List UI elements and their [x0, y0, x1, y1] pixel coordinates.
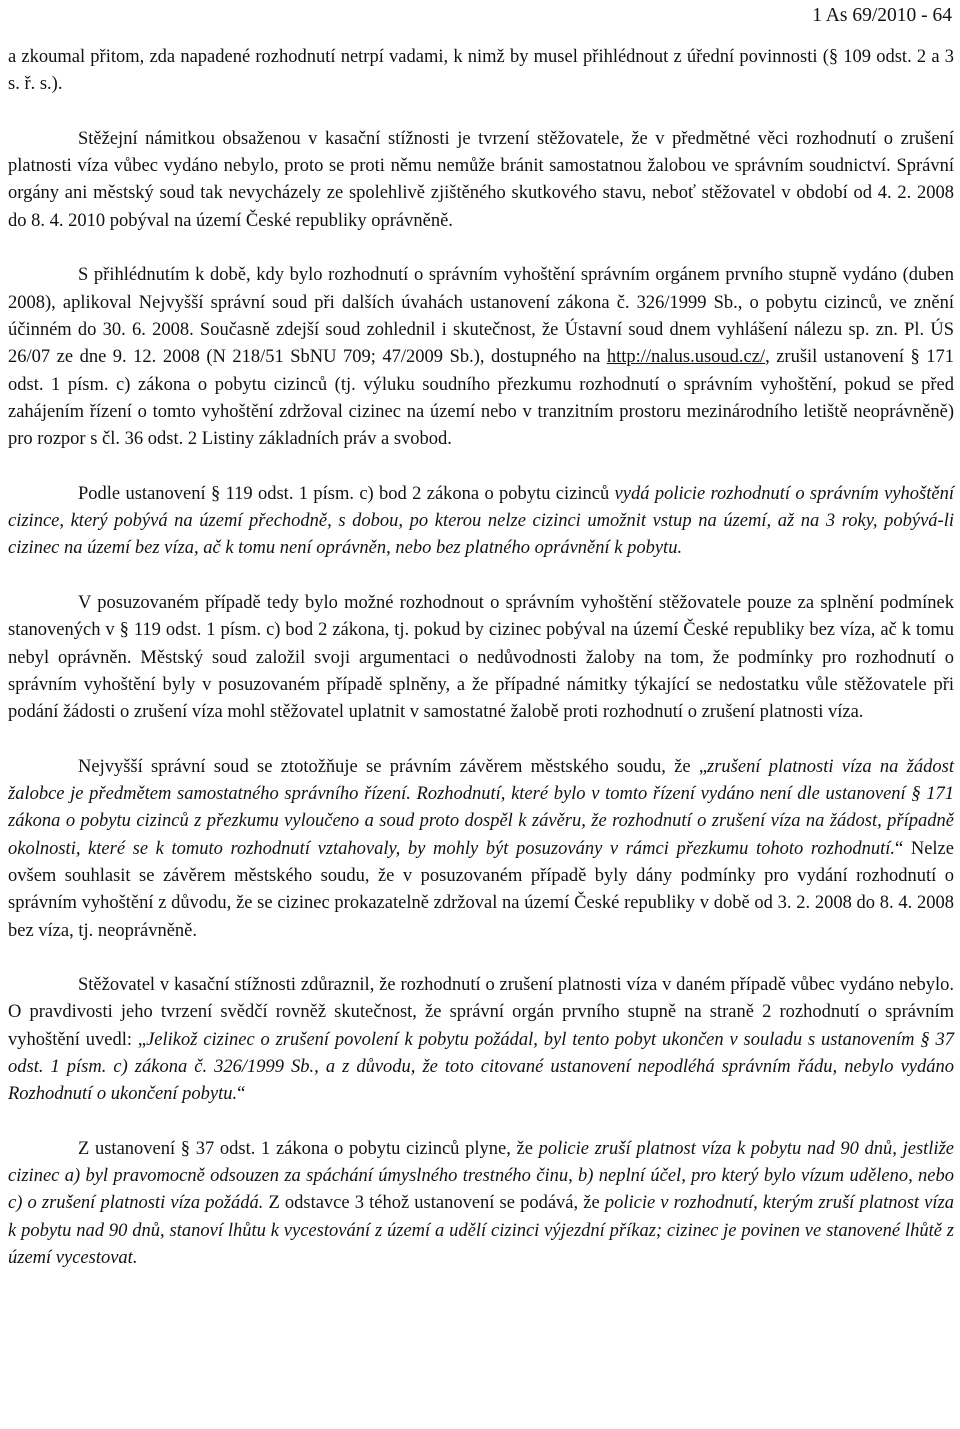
document-body	[8, 44, 954, 1272]
paragraph-2	[8, 262, 954, 453]
text-segment: Stěžejní námitkou obsaženou v kasační stížnosti je tvrzení stěžovatele, že v předmětné věci rozhodnutí o zrušení platnosti víza vůbec vydáno nebylo, proto se proti němu nemůže bránit samostatnou žalobou ve správním soudnictví. Správní orgány ani městský soud tak nevycházely ze spolehlivě zjištěného skutkového stavu, neboť stěžovatel v období od 4. 2. 2008 do 8. 4. 2010 pobýval na území České republiky oprávněně.	[8, 128, 954, 231]
text-segment: , zrušil ustanovení § 171 odst. 1 písm. c) zákona o pobytu cizinců (tj. výluku soudního přezkumu rozhodnutí o správním vyhoštění, pokud se před zahájením řízení o tomto vyhoštění zdržoval cizinec na území nebo v tranzitním prostoru mezinárodního letiště neoprávněně) pro rozpor s čl. 36 odst. 2 Listiny základních práv a svobod.	[8, 347, 954, 450]
paragraph-4	[8, 590, 954, 726]
document-page	[8, 0, 954, 1429]
text-segment: Podle ustanovení § 119 odst. 1 písm. c) bod 2 zákona o pobytu cizinců	[78, 483, 615, 504]
quoted-text: policie zruší platnost víza k pobytu nad 90 dnů, jestliže cizinec a) byl pravomocně odsouzen za spáchání úmyslného trestného činu, b) neplní účel, pro který bylo vízum uděleno, nebo c) o zrušení platnosti víza požádá.	[8, 1138, 954, 1214]
case-number: 1 As 69/2010 - 64	[812, 5, 952, 26]
text-segment: Stěžovatel v kasační stížnosti zdůraznil, že rozhodnutí o zrušení platnosti víza v daném případě vůbec vydáno nebylo. O pravdivosti jeho tvrzení svědčí rovněž skutečnost, že správní orgán prvního stupně na straně 2 rozhodnutí o správním vyhoštění uvedl: „	[8, 975, 954, 1050]
paragraph-6	[8, 972, 954, 1108]
quoted-text: Jelikož cizinec o zrušení povolení k pobytu požádal, byl tento pobyt ukončen v souladu s ustanovením § 37 odst. 1 písm. c) zákona č. 326/1999 Sb., a z důvodu, že toto citované ustanovení nepodléhá správním řádu, nebylo vydáno Rozhodnutí o ukončení pobytu.	[8, 1029, 954, 1105]
paragraph-7	[8, 1136, 954, 1272]
paragraph-0	[8, 44, 954, 99]
text-segment: S přihlédnutím k době, kdy bylo rozhodnutí o správním vyhoštění správním orgánem prvního stupně vydáno (duben 2008), aplikoval Nejvyšší správní soud při dalších úvahách ustanovení zákona č. 326/1999 Sb., o pobytu cizinců, ve znění účinném do 30. 6. 2008. Současně zdejší soud zohlednil i skutečnost, že Ústavní soud dnem vyhlášení nálezu sp. zn. Pl. ÚS 26/07 ze dne 9. 12. 2008 (N 218/51 SbNU 709; 47/2009 Sb.), dostupného na	[8, 265, 954, 368]
text-segment: “ Nelze ovšem souhlasit se závěrem městského soudu, že v posuzovaném případě byly dány podmínky pro vydání rozhodnutí o správním vyhoštění z důvodu, že se cizinec prokazatelně zdržoval na území České republiky v době od 3. 2. 2008 do 8. 4. 2008 bez víza, tj. neoprávněně.	[8, 838, 954, 941]
paragraph-1	[8, 126, 954, 235]
url-link[interactable]: http://nalus.usoud.cz/	[606, 347, 766, 368]
text-segment: “	[237, 1084, 246, 1105]
text-segment: a zkoumal přitom, zda napadené rozhodnutí netrpí vadami, k nimž by musel přihlédnout z úřední povinnosti (§ 109 odst. 2 a 3 s. ř. s.).	[8, 47, 954, 95]
quoted-text: zrušení platnosti víza na žádost žalobce je předmětem samostatného správního řízení. Rozhodnutí, které bylo v tomto řízení vydáno není dle ustanovení § 171 zákona o pobytu cizinců z přezkumu vyloučeno a soud proto dospěl k závěru, že rozhodnutí o zrušení víza na žádost, případně okolnosti, které se k tomuto rozhodnutí vztahovaly, by mohly být posuzovány v rámci přezkumu tohoto rozhodnutí.	[8, 756, 954, 859]
quoted-text: policie v rozhodnutí, kterým zruší platnost víza k pobytu nad 90 dnů, stanoví lhůtu k vycestování z území a udělí cizinci výjezdní příkaz; cizinec je povinen ve stanovené lhůtě z území vycestovat.	[8, 1193, 954, 1269]
paragraph-3	[8, 481, 954, 563]
paragraph-5	[8, 754, 954, 945]
text-segment: Nejvyšší správní soud se ztotožňuje se právním závěrem městského soudu, že „	[78, 756, 708, 777]
text-segment: Z odstavce 3 téhož ustanovení se podává, že	[263, 1193, 605, 1214]
quoted-text: vydá policie rozhodnutí o správním vyhoštění cizince, který pobývá na území přechodně, s dobou, po kterou nelze cizinci umožnit vstup na území, až na 3 roky, pobývá-li cizinec na území bez víza, ač k tomu není oprávněn, nebo bez platného oprávnění k pobytu.	[8, 483, 954, 559]
text-segment: Z ustanovení § 37 odst. 1 zákona o pobytu cizinců plyne, že	[78, 1138, 539, 1159]
text-segment: V posuzovaném případě tedy bylo možné rozhodnout o správním vyhoštění stěžovatele pouze za splnění podmínek stanovených v § 119 odst. 1 písm. c) bod 2 zákona, tj. pokud by cizinec pobýval na území České republiky bez víza, ač k tomu nebyl oprávněn. Městský soud založil svoji argumentaci o nedůvodnosti žaloby na tom, že podmínky pro rozhodnutí o správním vyhoštění byly v posuzovaném případě splněny, a že případné námitky týkající se nedostatku vůle stěžovatele při podání žádosti o zrušení víza mohl stěžovatel uplatnit v samostatné žalobě proti rozhodnutí o zrušení platnosti víza.	[8, 592, 954, 723]
